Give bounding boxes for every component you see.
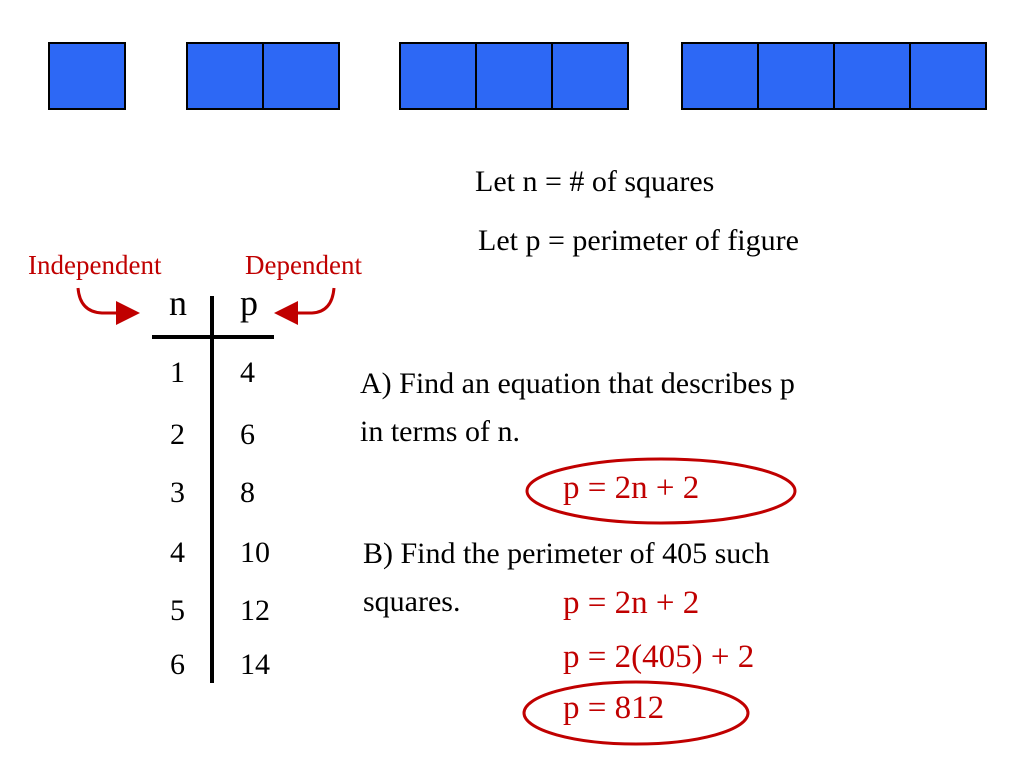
dependent-arrow-icon (280, 288, 334, 313)
table-cell-n: 5 (170, 594, 185, 627)
answer-a: p = 2n + 2 (563, 470, 700, 506)
table-cell-n: 1 (170, 356, 185, 389)
dependent-label: Dependent (245, 250, 362, 280)
answer-b-circle (524, 682, 748, 744)
definition-n: Let n = # of squares (475, 165, 715, 198)
work-line-2: p = 2(405) + 2 (563, 639, 755, 675)
question-b-line2: squares. (363, 585, 461, 618)
table-header-p: p (240, 283, 258, 323)
table-cell-p: 14 (240, 648, 270, 681)
table-cell-n: 3 (170, 476, 185, 509)
table-cell-p: 12 (240, 594, 270, 627)
independent-arrow-icon (78, 288, 134, 313)
answer-a-circle (527, 459, 795, 523)
answer-b: p = 812 (563, 690, 665, 726)
question-b-line1: B) Find the perimeter of 405 such (363, 537, 770, 570)
table-cell-n: 2 (170, 418, 185, 451)
table-cell-n: 6 (170, 648, 185, 681)
table-cell-p: 4 (240, 356, 255, 389)
work-line-1: p = 2n + 2 (563, 585, 700, 621)
independent-label: Independent (28, 250, 162, 280)
table-header-n: n (169, 283, 187, 323)
question-a-line2: in terms of n. (360, 415, 520, 448)
table-cell-p: 8 (240, 476, 255, 509)
definition-p: Let p = perimeter of figure (478, 224, 799, 257)
table-cell-p: 6 (240, 418, 255, 451)
question-a-line1: A) Find an equation that describes p (360, 367, 795, 400)
table-cell-n: 4 (170, 536, 185, 569)
table-cell-p: 10 (240, 536, 270, 569)
